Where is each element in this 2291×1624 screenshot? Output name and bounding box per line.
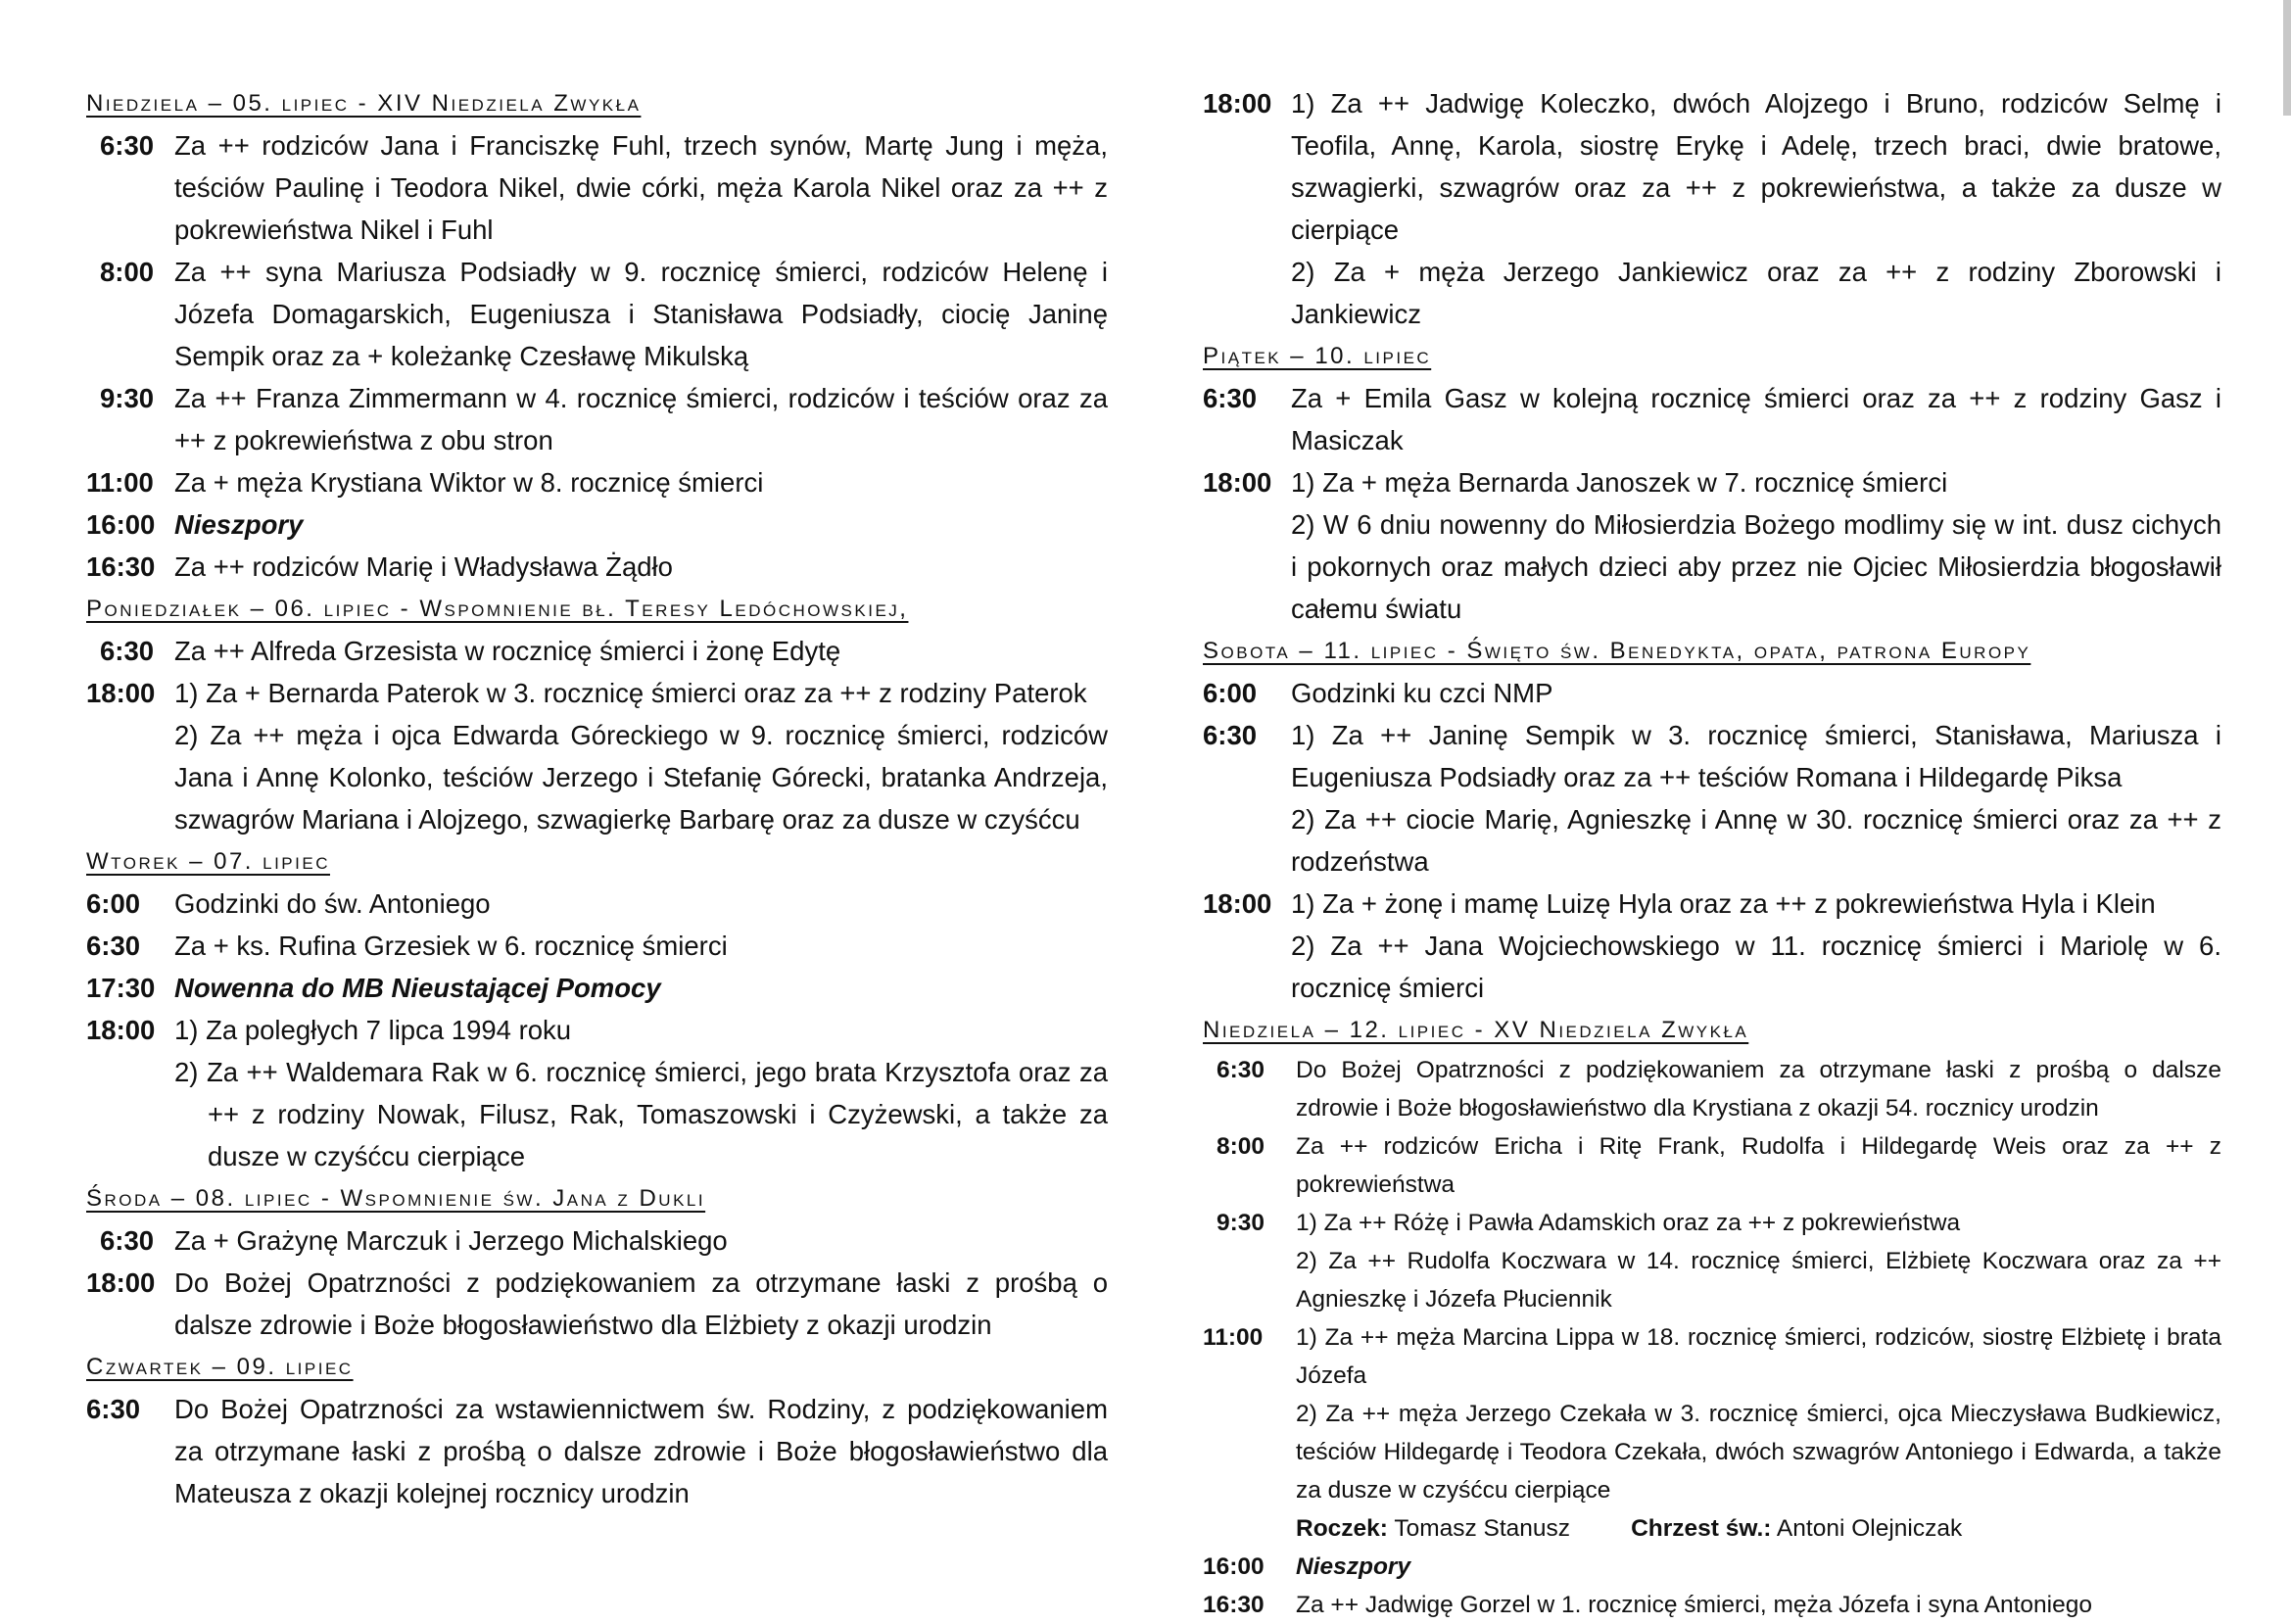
mass-entry [86,546,1108,588]
mass-entry [1203,1127,2221,1204]
mass-intention: Za ++ Alfreda Grzesista w rocznicę śmierci i żonę Edytę [174,636,841,666]
mass-intention [1291,461,2221,630]
mass-time: 8:00 [1217,1133,1265,1160]
mass-time: 16:30 [1203,1592,1265,1618]
mass-entry [86,1219,1108,1262]
mass-time: 6:30 [1217,1057,1265,1083]
roczek-label: Roczek: [1296,1515,1388,1542]
mass-time: 18:00 [1203,888,1272,919]
mass-time: 6:30 [100,1225,155,1256]
mass-time: 6:30 [1203,720,1258,750]
mass-intention [1296,1318,2221,1548]
left-column [86,82,1108,1514]
mass-time: 18:00 [1203,88,1272,119]
mass-entry [1203,1548,2221,1586]
mass-intention: Za + Grażynę Marczuk i Jerzego Michalskiego [174,1225,728,1256]
mass-time: 6:30 [100,636,155,666]
mass-entry [1203,461,2221,630]
mass-time: 18:00 [86,678,156,708]
mass-intention: Godzinki do św. Antoniego [174,888,491,919]
mass-entry [1203,1586,2221,1624]
mass-intention [1291,883,2221,1009]
intention-item: 1) Za ++ Janinę Sempik w 3. rocznicę śmierci, Stanisława, Mariusza i Eugeniusza Podsiadły oraz za ++ teściów Romana i Hildegardę Piksa [1291,720,2221,792]
mass-time: 9:30 [1217,1210,1265,1236]
vespers-label: Nieszpory [1296,1553,1411,1580]
intention-item: 2) Za ++ Rudolfa Koczwara w 14. rocznicę śmierci, Elżbietę Koczwara oraz za ++ Agnieszkę i Józefa Płuciennik [1296,1248,2221,1313]
mass-intention: Do Bożej Opatrzności za wstawiennictwem św. Rodziny, z podziękowaniem za otrzymane łaski z prośbą o dalsze zdrowie i Boże błogosławieństwo dla Mateusza z okazji kolejnej rocznicy urodzin [174,1394,1108,1508]
right-column [1203,82,2221,1624]
mass-intention [174,1009,1108,1177]
mass-time: 6:30 [100,130,155,161]
mass-time: 6:30 [86,1394,141,1424]
intention-item: 2) Za + męża Jerzego Jankiewicz oraz za ++ z rodziny Zborowski i Jankiewicz [1291,257,2221,329]
intention-item: 2) Za ++ męża i ojca Edwarda Góreckiego w 9. rocznicę śmierci, rodziców Jana i Annę Kolonko, teściów Jerzego i Stefanię Górecki, bratanka Andrzeja, szwagrów Mariana i Alojzego, szwagierkę Barbarę oraz za dusze w czyśćcu [174,720,1108,835]
mass-entry [1203,377,2221,461]
roczek-chrzest-row [1296,1509,2221,1548]
mass-entry [86,925,1108,967]
mass-intention: Za ++ rodziców Jana i Franciszkę Fuhl, trzech synów, Martę Jung i męża, teściów Paulinę i Teodora Nikel, dwie córki, męża Karola Nikel oraz za ++ z pokrewieństwa Nikel i Fuhl [174,130,1108,245]
day-heading-sunday-12: Niedziela – 12. lipiec - XV Niedziela Zwykła [1203,1017,1749,1043]
intention-item: 1) Za poległych 7 lipca 1994 roku [174,1015,572,1045]
intention-item: 1) Za + żonę i mamę Luizę Hyla oraz za ++ z pokrewieństwa Hyla i Klein [1291,888,2156,919]
mass-entry [86,672,1108,840]
mass-intention: Za ++ Jadwigę Gorzel w 1. rocznicę śmierci, męża Józefa i syna Antoniego [1296,1592,2092,1618]
vertical-scrollbar[interactable] [2283,0,2291,116]
mass-intention [174,672,1108,840]
mass-time: 6:00 [86,888,141,919]
mass-intention: Za + Emila Gasz w kolejną rocznicę śmierci oraz za ++ z rodziny Gasz i Masiczak [1291,383,2221,455]
mass-time: 16:30 [86,551,156,582]
intention-item: 2) W 6 dniu nowenny do Miłosierdzia Bożego modlimy się w int. dusz cichych i pokornych oraz małych dzieci aby przez nie Ojciec Miłosierdzia błogosławił całemu światu [1291,509,2221,624]
mass-time: 18:00 [86,1267,156,1298]
mass-entry [1203,1204,2221,1318]
day-heading-thursday-09: Czwartek – 09. lipiec [86,1354,354,1380]
mass-entry [1203,82,2221,335]
mass-intention: Za + męża Krystiana Wiktor w 8. rocznicę śmierci [174,467,764,498]
mass-entry [86,461,1108,503]
day-heading-sunday-05: Niedziela – 05. lipiec - XIV Niedziela Zwykła [86,90,642,117]
mass-intention: Za ++ syna Mariusza Podsiadły w 9. rocznicę śmierci, rodziców Helenę i Józefa Domagarskich, Eugeniusza i Stanisława Podsiadły, ciocię Janinę Sempik oraz za + koleżankę Czesławę Mikulską [174,257,1108,371]
mass-time: 18:00 [1203,467,1272,498]
mass-time: 11:00 [1203,1324,1264,1351]
day-heading-friday-10: Piątek – 10. lipiec [1203,343,1432,369]
chrzest-label: Chrzest św.: [1631,1515,1772,1542]
mass-time: 6:30 [86,931,141,961]
mass-entry [86,630,1108,672]
intention-item: 2) Za ++ ciocie Marię, Agnieszkę i Annę w 30. rocznicę śmierci oraz za ++ z rodzeństwa [1291,804,2221,877]
intention-item: 1) Za ++ Jadwigę Koleczko, dwóch Alojzego i Bruno, rodziców Selmę i Teofila, Annę, Karola, siostrę Erykę i Adelę, trzech braci, dwie bratowe, szwagierki, szwagrów oraz za ++ z pokrewieństwa, a także za dusze w cierpiące [1291,88,2221,245]
vespers-label: Nieszpory [174,509,304,540]
roczek-value: Tomasz Stanusz [1387,1515,1571,1542]
mass-entry [1203,714,2221,883]
mass-entry [86,124,1108,251]
mass-entry [86,251,1108,377]
mass-entry [86,1388,1108,1514]
mass-entry [86,503,1108,546]
day-heading-wednesday-08: Środa – 08. lipiec - Wspomnienie św. Jana z Dukli [86,1185,706,1212]
mass-entry [1203,1051,2221,1127]
mass-intention: Za ++ rodziców Ericha i Ritę Frank, Rudolfa i Hildegardę Weis oraz za ++ z pokrewieństwa [1296,1133,2221,1198]
mass-intention [1291,714,2221,883]
mass-time: 6:30 [1203,383,1258,413]
novena-label: Nowenna do MB Nieustającej Pomocy [174,973,661,1003]
mass-time: 9:30 [100,383,155,413]
mass-entry [86,1262,1108,1346]
intention-item: 1) Za + Bernarda Paterok w 3. rocznicę śmierci oraz za ++ z rodziny Paterok [174,678,1087,708]
mass-entry [86,377,1108,461]
mass-intention [1296,1204,2221,1318]
intention-item: 1) Za ++ Różę i Pawła Adamskich oraz za ++ z pokrewieństwa [1296,1210,1961,1236]
mass-time: 16:00 [86,509,156,540]
mass-entry [1203,883,2221,1009]
intention-item: 2) Za ++ męża Jerzego Czekała w 3. rocznicę śmierci, ojca Mieczysława Budkiewicz, teściów Hildegardę i Teodora Czekała, dwóch szwagrów Antoniego i Edwarda, a także za dusze w czyśćcu cierpiące [1296,1401,2221,1504]
mass-intention [1291,82,2221,335]
mass-time: 11:00 [86,467,154,498]
day-heading-monday-06: Poniedziałek – 06. lipiec - Wspomnienie bł. Teresy Ledóchowskiej, [86,596,909,622]
intention-item: 2) Za ++ Waldemara Rak w 6. rocznicę śmierci, jego brata Krzysztofa oraz za ++ z rodziny Nowak, Filusz, Rak, Tomaszowski i Czyżewski, a także za dusze w czyśćcu cierpiące [174,1057,1108,1171]
mass-intention: Do Bożej Opatrzności z podziękowaniem za otrzymane łaski z prośbą o dalsze zdrowie i Boże błogosławieństwo dla Krystiana z okazji 54. rocznicy urodzin [1296,1057,2221,1122]
mass-entry [86,967,1108,1009]
mass-intention: Za ++ rodziców Marię i Władysława Żądło [174,551,673,582]
mass-time: 6:00 [1203,678,1258,708]
mass-entry [1203,1318,2221,1548]
mass-time: 17:30 [86,973,156,1003]
mass-intention: Do Bożej Opatrzności z podziękowaniem za otrzymane łaski z prośbą o dalsze zdrowie i Boże błogosławieństwo dla Elżbiety z okazji urodzin [174,1267,1108,1340]
mass-time: 8:00 [100,257,155,287]
mass-entry [1203,672,2221,714]
intention-item: 2) Za ++ Jana Wojciechowskiego w 11. rocznicę śmierci i Mariolę w 6. rocznicę śmierci [1291,931,2221,1003]
intention-item: 1) Za ++ męża Marcina Lippa w 18. rocznicę śmierci, rodziców, siostrę Elżbietę i brata Józefa [1296,1324,2221,1389]
mass-entry [86,883,1108,925]
day-heading-tuesday-07: Wtorek – 07. lipiec [86,848,330,875]
mass-intention: Godzinki ku czci NMP [1291,678,1553,708]
mass-intention: Za + ks. Rufina Grzesiek w 6. rocznicę śmierci [174,931,728,961]
mass-entry [86,1009,1108,1177]
chrzest-value: Antoni Olejniczak [1771,1515,1963,1542]
intention-item: 1) Za + męża Bernarda Janoszek w 7. rocznicę śmierci [1291,467,1948,498]
mass-intention: Za ++ Franza Zimmermann w 4. rocznicę śmierci, rodziców i teściów oraz za ++ z pokrewieństwa z obu stron [174,383,1108,455]
mass-time: 18:00 [86,1015,156,1045]
mass-time: 16:00 [1203,1553,1265,1580]
day-heading-saturday-11: Sobota – 11. lipiec - Święto św. Benedykta, opata, patrona Europy [1203,638,2031,664]
